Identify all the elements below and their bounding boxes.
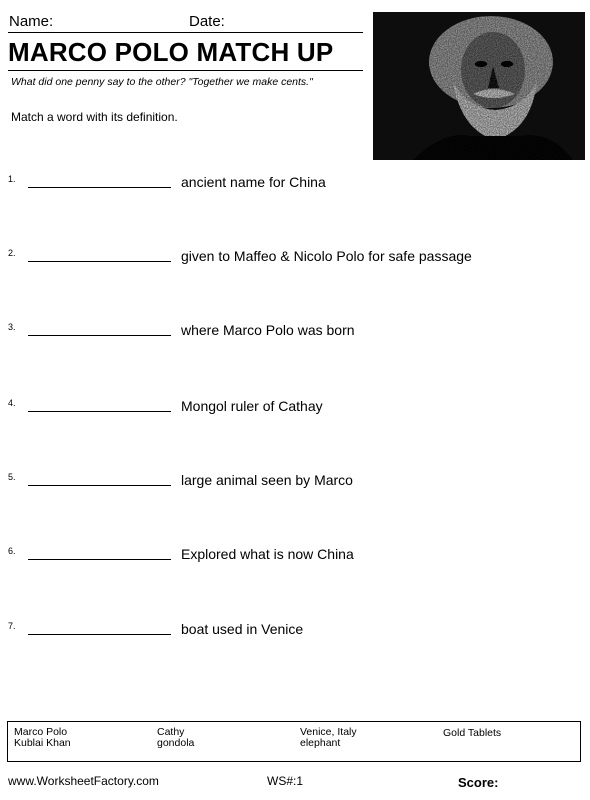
question-number: 6.: [8, 546, 16, 556]
question-definition: where Marco Polo was born: [181, 322, 355, 338]
question-number: 2.: [8, 248, 16, 258]
answer-blank[interactable]: [28, 411, 171, 412]
question-definition: given to Maffeo & Nicolo Polo for safe passage: [181, 248, 472, 264]
question-definition: Explored what is now China: [181, 546, 354, 562]
question-row: [0, 398, 590, 418]
question-definition: large animal seen by Marco: [181, 472, 353, 488]
date-label: Date:: [189, 13, 225, 30]
question-definition: ancient name for China: [181, 174, 326, 190]
word-bank-item: gondola: [157, 737, 195, 749]
score-label: Score:: [458, 775, 499, 790]
word-bank: [7, 721, 581, 762]
question-number: 4.: [8, 398, 16, 408]
header-divider-bottom: [8, 70, 363, 71]
answer-blank[interactable]: [28, 634, 171, 635]
header-divider-top: [8, 32, 363, 33]
question-number: 1.: [8, 174, 16, 184]
answer-blank[interactable]: [28, 335, 171, 336]
answer-blank[interactable]: [28, 261, 171, 262]
question-number: 7.: [8, 621, 16, 631]
answer-blank[interactable]: [28, 559, 171, 560]
question-definition: boat used in Venice: [181, 621, 304, 637]
question-number: 5.: [8, 472, 16, 482]
question-row: [0, 546, 590, 566]
worksheet-number: WS#:1: [267, 774, 304, 788]
instruction-text: Match a word with its definition.: [11, 110, 178, 124]
worksheet-title: MARCO POLO MATCH UP: [8, 37, 334, 67]
joke-text: What did one penny say to the other? "Together we make cents.": [11, 76, 313, 88]
marco-polo-portrait: [373, 12, 585, 160]
question-definition: Mongol ruler of Cathay: [181, 398, 323, 414]
word-bank-item: Venice, Italy: [300, 726, 357, 738]
question-row: [0, 322, 590, 342]
question-row: [0, 472, 590, 492]
word-bank-item: Kublai Khan: [14, 737, 71, 749]
question-number: 3.: [8, 322, 16, 332]
footer-site-url: www.WorksheetFactory.com: [8, 774, 159, 788]
name-label: Name:: [9, 13, 54, 30]
question-row: [0, 248, 590, 268]
question-row: [0, 621, 590, 641]
word-bank-item: Gold Tablets: [443, 727, 502, 739]
answer-blank[interactable]: [28, 485, 171, 486]
word-bank-item: Cathy: [157, 726, 185, 738]
question-row: [0, 174, 590, 194]
word-bank-item: elephant: [300, 737, 341, 749]
word-bank-item: Marco Polo: [14, 726, 68, 738]
answer-blank[interactable]: [28, 187, 171, 188]
